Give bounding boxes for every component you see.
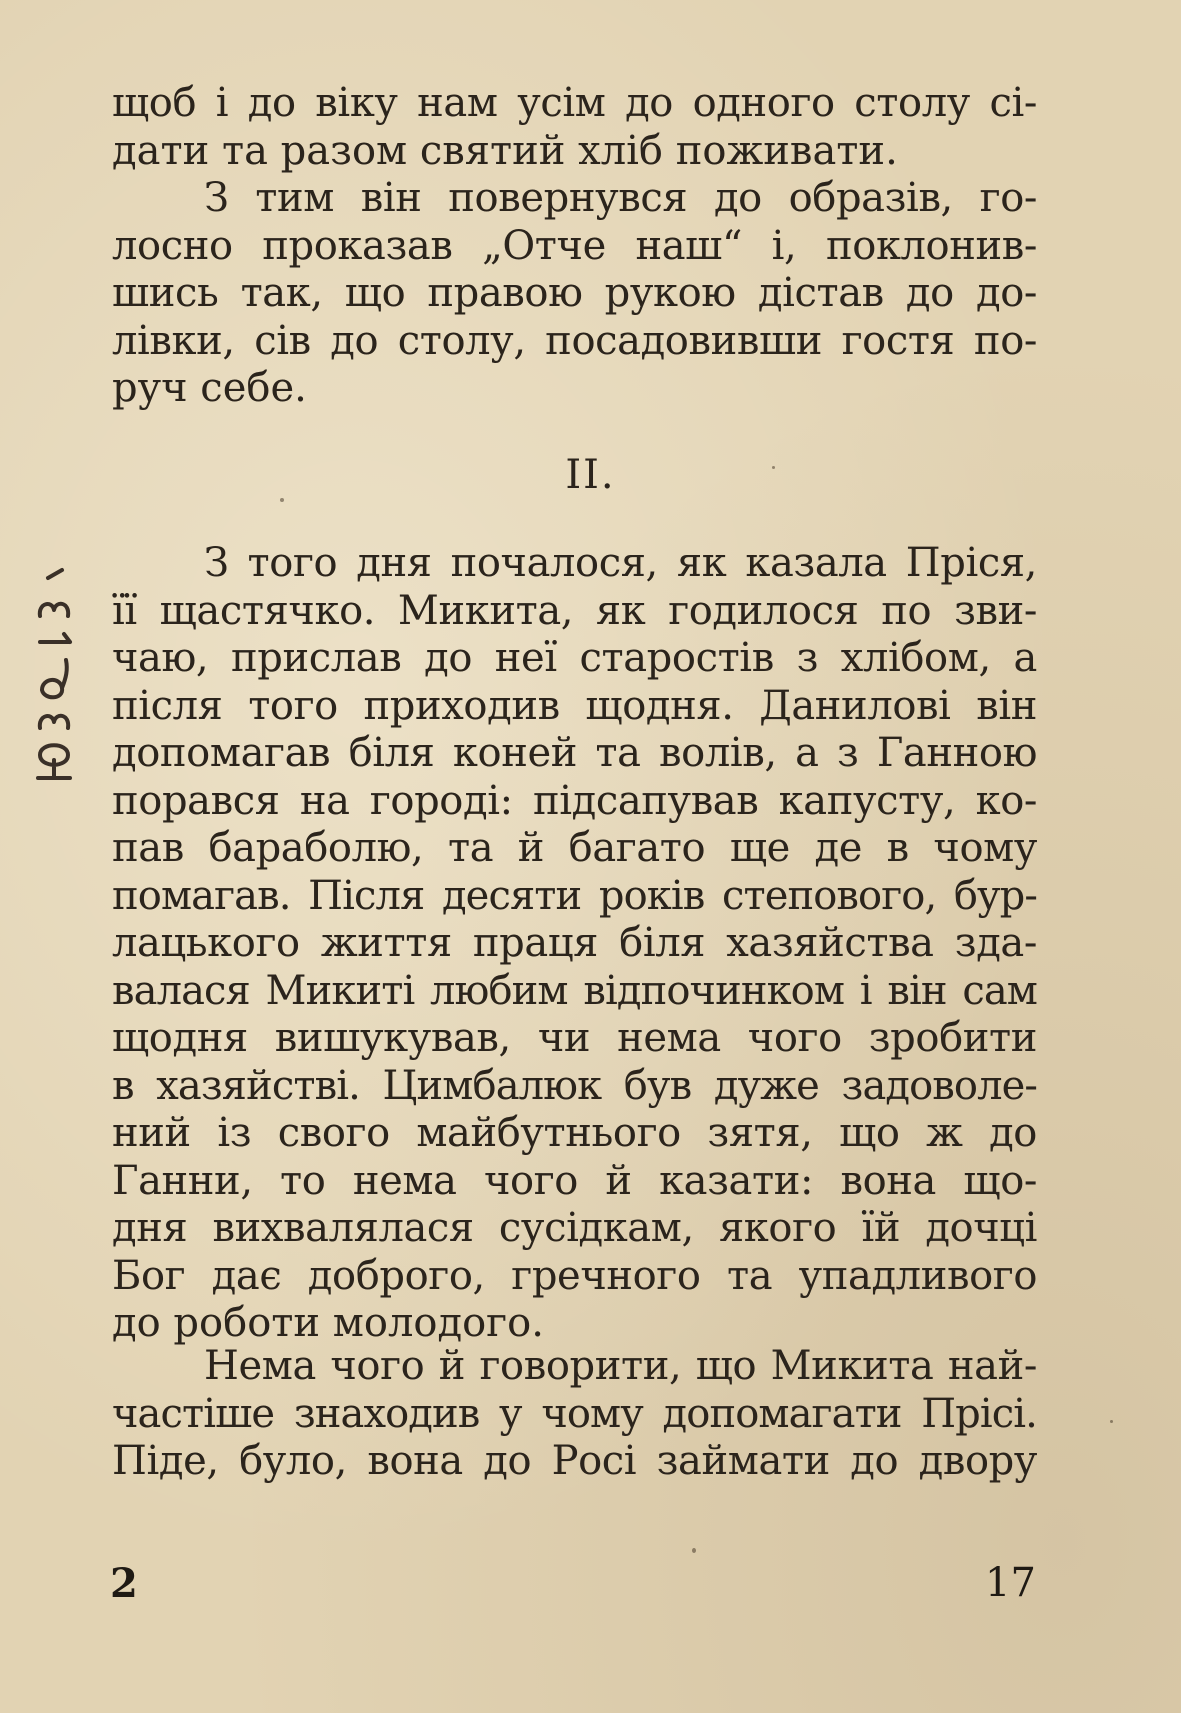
text-line: Ганни, то нема чого й казати: вона що- bbox=[112, 1157, 1037, 1204]
signature-mark: 2 bbox=[110, 1560, 138, 1607]
text-line: З тим він повернувся до образів, го- bbox=[204, 175, 1037, 221]
text-line: допомагав біля коней та волів, а з Ганною bbox=[112, 730, 1037, 776]
paper-speck bbox=[280, 498, 284, 502]
text-line: шись так, що правою рукою дістав до до- bbox=[112, 270, 1037, 316]
text-line: руч себе. bbox=[112, 365, 307, 411]
text-line: Піде, було, вона до Росі займати до двору bbox=[112, 1438, 1037, 1484]
text-line: Нема чого й говорити, що Микита най- bbox=[204, 1343, 1037, 1389]
paragraph-final bbox=[112, 1343, 1037, 1486]
paragraph-section-two bbox=[112, 540, 1037, 1348]
text-line: З того дня почалося, як казала Пріся, bbox=[204, 540, 1037, 586]
text-line: порався на городі: підсапував капусту, ко- bbox=[112, 777, 1037, 824]
paper-speck bbox=[1110, 1420, 1113, 1423]
paragraph-continued bbox=[112, 80, 1037, 413]
text-line: помагав. Після десяти років степового, бур- bbox=[112, 872, 1037, 919]
text-line: дати та разом святий хліб поживати. bbox=[112, 127, 898, 174]
text-line: дня вихвалялася сусідкам, якого їй дочці bbox=[112, 1205, 1037, 1251]
text-line: чаю, прислав до неї старостів з хлібом, а bbox=[112, 635, 1037, 681]
text-line: валася Микиті любим відпочинком і він сам bbox=[112, 967, 1037, 1014]
text-line: після того приходив щодня. Данилові він bbox=[112, 682, 1037, 729]
text-line: до роботи молодого. bbox=[112, 1300, 544, 1346]
paper-speck bbox=[692, 1548, 696, 1553]
text-line: лосно проказав „Отче наш“ і, поклонив- bbox=[112, 222, 1037, 269]
text-line: щоб і до віку нам усім до одного столу сі- bbox=[112, 80, 1037, 126]
text-line: пав бараболю, та й багато ще де в чому bbox=[112, 825, 1037, 871]
section-heading: II. bbox=[565, 452, 616, 498]
text-line: ний із свого майбутнього зятя, що ж до bbox=[112, 1110, 1037, 1156]
text-line: щодня вишукував, чи нема чого зробити bbox=[112, 1015, 1037, 1061]
text-line: її щастячко. Микита, як годилося по зви- bbox=[112, 587, 1037, 634]
paper-speck bbox=[772, 466, 775, 469]
text-line: лацького життя праця біля хазяйства зда- bbox=[112, 920, 1037, 966]
text-line: лівки, сів до столу, посадовивши гостя по- bbox=[112, 317, 1037, 364]
text-line: Бог дає доброго, гречного та упадливого bbox=[112, 1252, 1037, 1299]
paper-speck bbox=[60, 640, 63, 643]
text-line: частіше знаходив у чому допомагати Прісі. bbox=[112, 1390, 1037, 1437]
handwritten-shelf-mark bbox=[18, 550, 88, 800]
text-line: в хазяйстві. Цимбалюк був дуже задоволе- bbox=[112, 1062, 1037, 1109]
page-number: 17 bbox=[985, 1560, 1036, 1606]
